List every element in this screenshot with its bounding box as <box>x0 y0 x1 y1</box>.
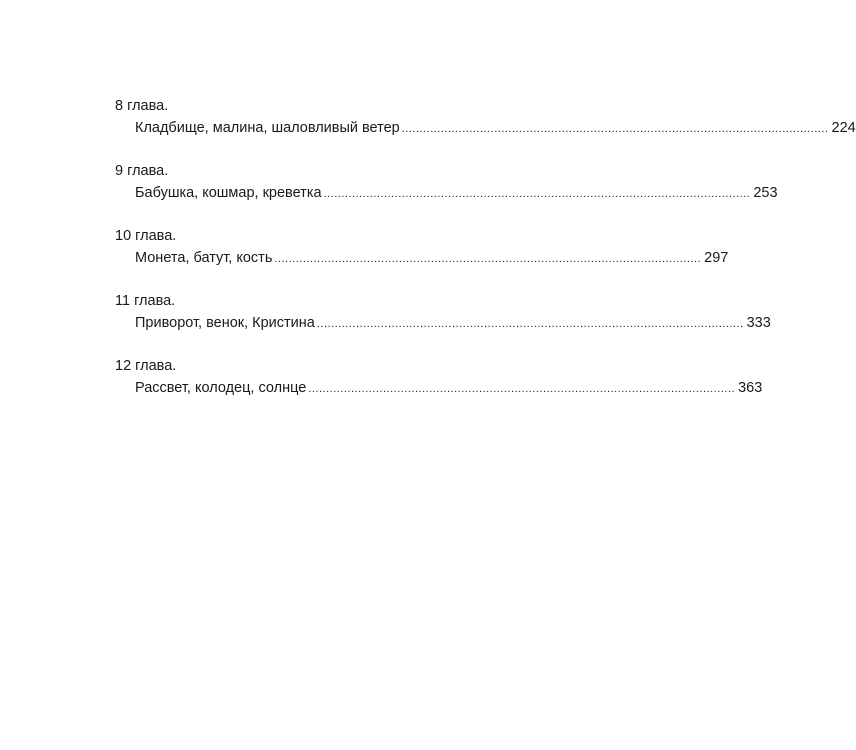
chapter-label: 10 глава. <box>115 228 177 244</box>
dot-leader: ........................................................................................................................ <box>401 123 829 135</box>
chapter-title: Приворот, венок, Кристина <box>135 315 315 331</box>
toc-entry <box>135 118 856 140</box>
toc-entry <box>135 313 771 335</box>
page-number: 253 <box>753 185 778 201</box>
chapter-title: Кладбище, малина, шаловливый ветер <box>135 120 400 136</box>
toc-entry <box>135 248 729 270</box>
chapter-label: 8 глава. <box>115 98 169 114</box>
dot-leader: ........................................................................................................................ <box>274 253 702 265</box>
chapter-title: Монета, батут, кость <box>135 250 273 266</box>
toc-chapter-12 <box>115 356 763 421</box>
toc-chapter-8 <box>115 96 856 161</box>
toc-chapter-11 <box>115 291 771 356</box>
page-number: 297 <box>704 250 729 266</box>
page-number: 224 <box>831 120 856 136</box>
table-of-contents <box>115 96 856 421</box>
chapter-title: Рассвет, колодец, солнце <box>135 380 307 396</box>
chapter-label: 12 глава. <box>115 358 177 374</box>
page-number: 363 <box>738 380 763 396</box>
toc-entry <box>135 183 778 205</box>
toc-chapter-9 <box>115 161 778 226</box>
chapter-title: Бабушка, кошмар, креветка <box>135 185 322 201</box>
chapter-label: 11 глава. <box>115 293 176 309</box>
chapter-label: 9 глава. <box>115 163 169 179</box>
toc-entry <box>135 378 763 400</box>
page-number: 333 <box>746 315 771 331</box>
dot-leader: ........................................................................................................................ <box>316 318 744 330</box>
dot-leader: ........................................................................................................................ <box>308 383 736 395</box>
dot-leader: ........................................................................................................................ <box>323 188 751 200</box>
toc-chapter-10 <box>115 226 729 291</box>
